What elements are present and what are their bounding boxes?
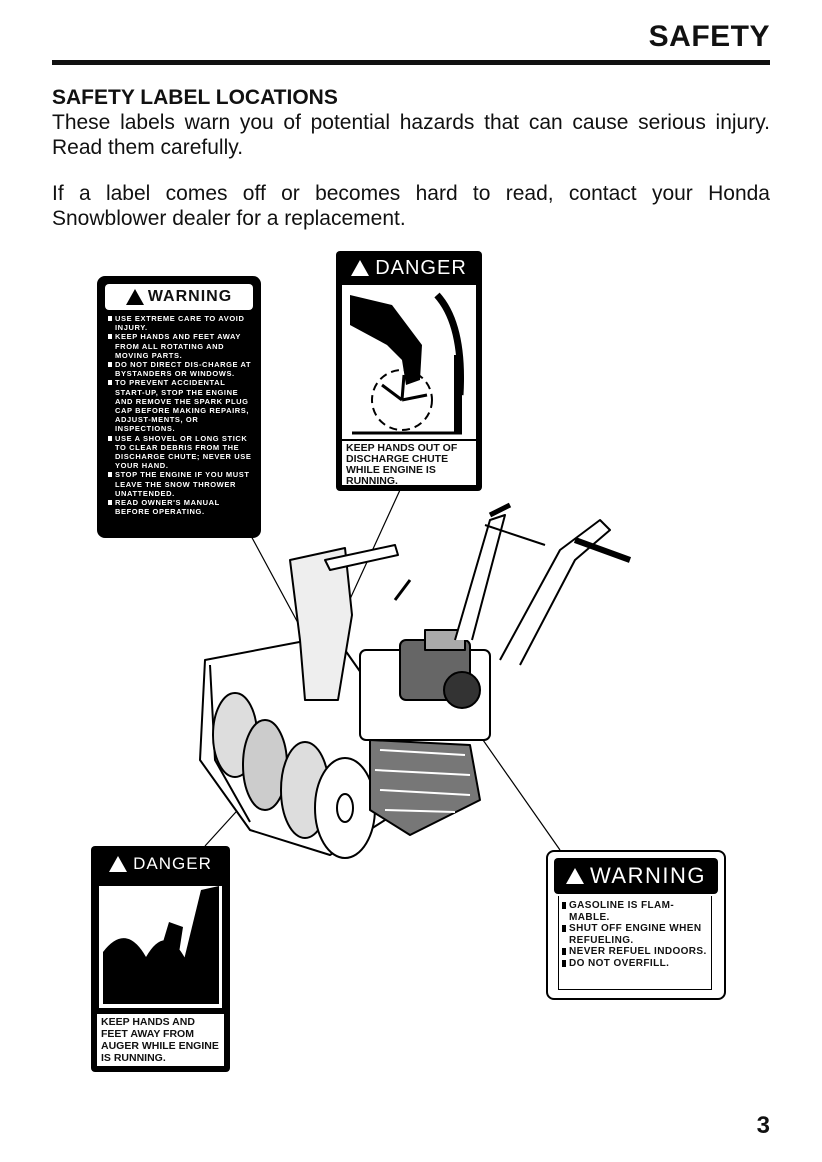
warning-label-title: WARNING bbox=[147, 288, 233, 305]
warning-item: DO NOT DIRECT DIS-CHARGE AT BYSTANDERS OR WINDOWS. bbox=[108, 360, 253, 378]
danger-label-chute-caption: KEEP HANDS OUT OF DISCHARGE CHUTE WHILE ENGINE IS RUNNING. bbox=[342, 441, 476, 485]
warning-triangle-icon bbox=[566, 868, 584, 884]
warning-item: DO NOT OVERFILL. bbox=[562, 958, 710, 970]
warning-triangle-icon bbox=[126, 289, 144, 305]
hand-in-chute-pictogram bbox=[342, 285, 476, 439]
warning-label-fuel bbox=[546, 850, 726, 1000]
danger-label-auger bbox=[91, 846, 230, 1072]
page-number: 3 bbox=[756, 1112, 770, 1139]
warning-item: STOP THE ENGINE IF YOU MUST LEAVE THE SNOW THROWER UNATTENDED. bbox=[108, 470, 253, 498]
auger-foot-icon bbox=[91, 882, 230, 1012]
warning-item: USE A SHOVEL OR LONG STICK TO CLEAR DEBRIS FROM THE DISCHARGE CHUTE; NEVER USE YOUR HAND. bbox=[108, 434, 253, 471]
warning-item: TO PREVENT ACCIDENTAL START-UP, STOP THE ENGINE AND REMOVE THE SPARK PLUG CAP BEFORE MAKING REPAIRS, ADJUST-MENTS, OR INSPECTIONS. bbox=[108, 378, 253, 433]
warning-item: NEVER REFUEL INDOORS. bbox=[562, 946, 710, 958]
warning-item: SHUT OFF ENGINE WHEN REFUELING. bbox=[562, 923, 710, 946]
danger-label-title: DANGER bbox=[375, 256, 467, 279]
warning-label-fuel-header bbox=[554, 858, 718, 894]
warning-label-title: WARNING bbox=[589, 863, 706, 888]
warning-label-controls bbox=[97, 276, 261, 538]
warning-item: GASOLINE IS FLAM-MABLE. bbox=[562, 900, 710, 923]
warning-item: READ OWNER'S MANUAL BEFORE OPERATING. bbox=[108, 498, 253, 516]
danger-label-auger-caption: KEEP HANDS AND FEET AWAY FROM AUGER WHILE ENGINE IS RUNNING. bbox=[97, 1014, 224, 1066]
warning-label-controls-header bbox=[105, 284, 253, 310]
auger-hazard-pictogram bbox=[91, 882, 230, 1012]
danger-label-chute-header bbox=[336, 251, 482, 285]
page-header-title: SAFETY bbox=[648, 20, 770, 53]
warning-item: KEEP HANDS AND FEET AWAY FROM ALL ROTATING AND MOVING PARTS. bbox=[108, 332, 253, 360]
danger-label-chute bbox=[336, 251, 482, 491]
warning-label-fuel-list bbox=[562, 900, 710, 969]
danger-label-title: DANGER bbox=[133, 854, 212, 873]
warning-item: USE EXTREME CARE TO AVOID INJURY. bbox=[108, 314, 253, 332]
intro-paragraph: These labels warn you of potential hazards that can cause serious injury. Read them carefully. bbox=[52, 111, 770, 159]
danger-triangle-icon bbox=[109, 856, 127, 872]
replacement-paragraph: If a label comes off or becomes hard to read, contact your Honda Snowblower dealer for a replacement. bbox=[52, 182, 770, 230]
danger-triangle-icon bbox=[351, 260, 369, 276]
hand-in-chute-icon bbox=[342, 285, 476, 439]
section-heading: SAFETY LABEL LOCATIONS bbox=[52, 86, 338, 109]
warning-label-controls-list bbox=[108, 314, 253, 516]
danger-label-auger-header bbox=[91, 846, 230, 882]
